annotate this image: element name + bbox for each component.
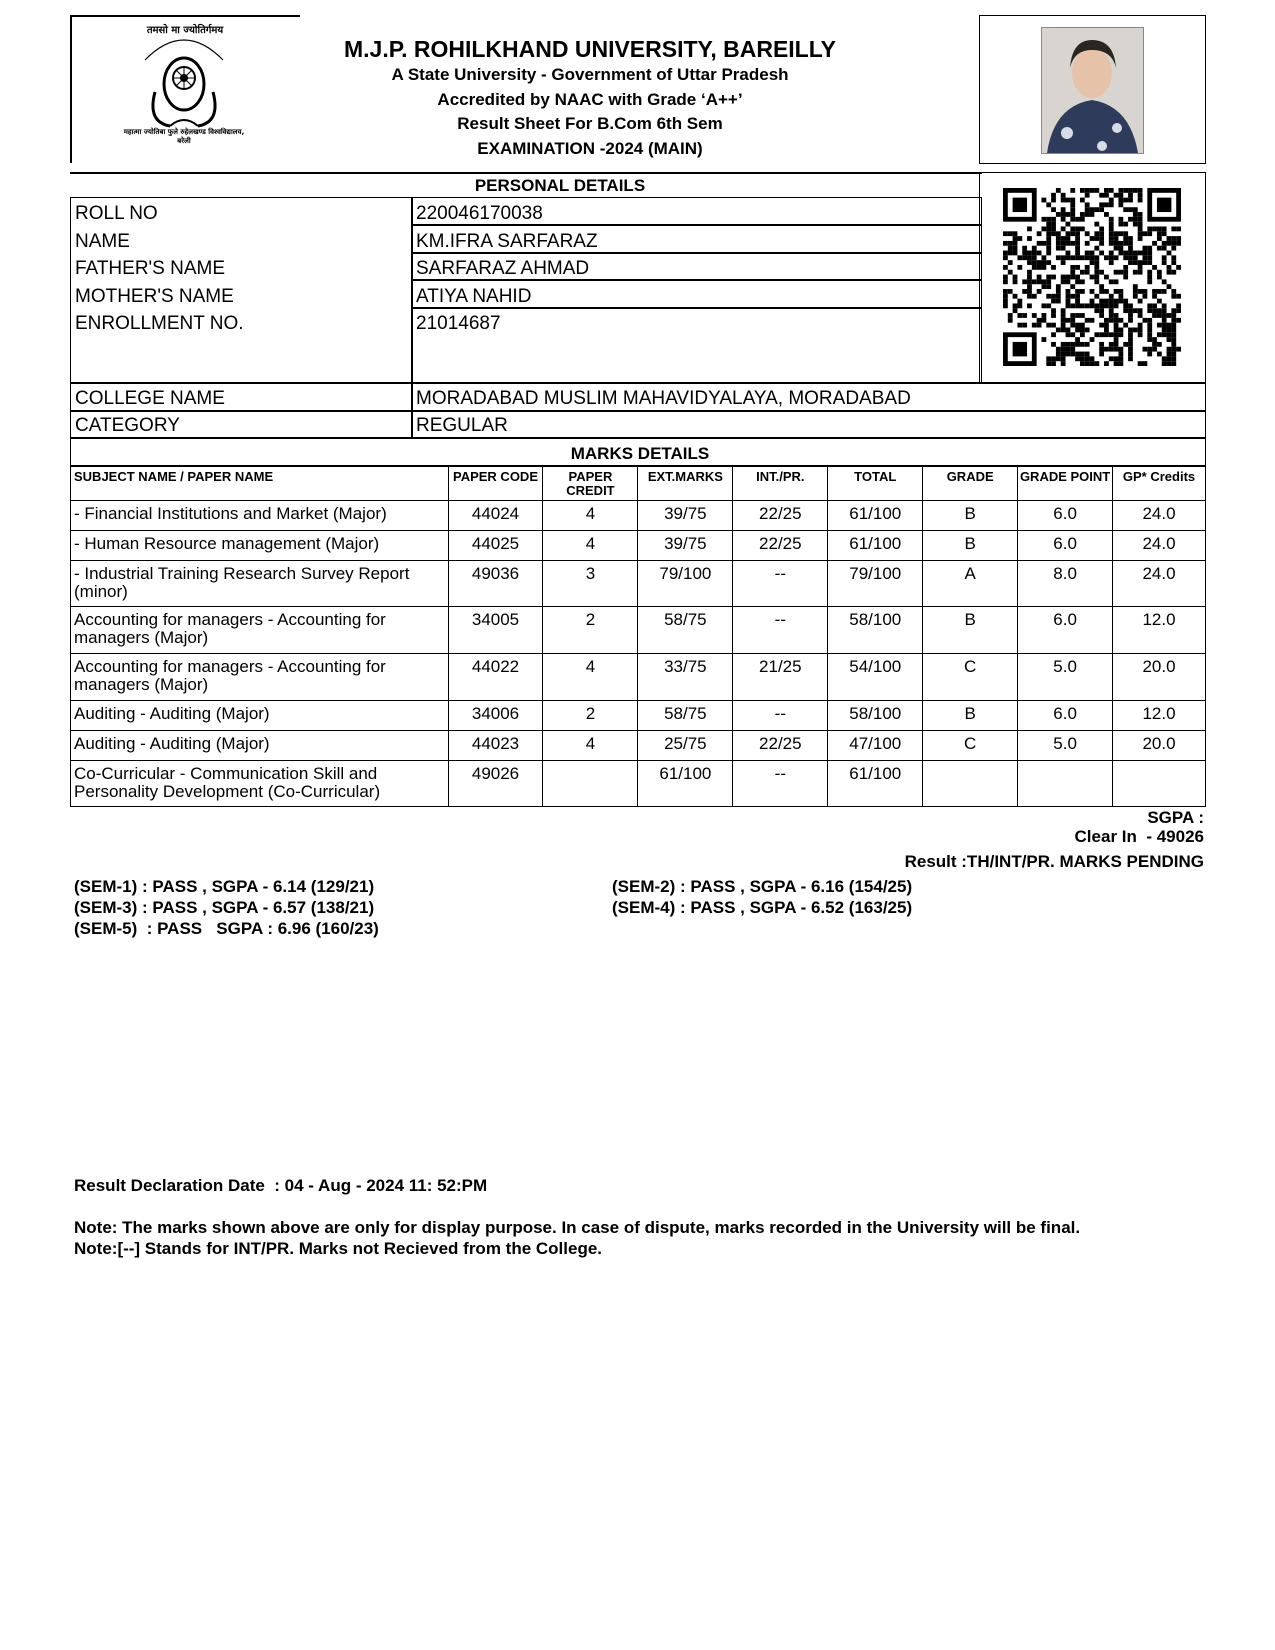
grade-cell: C xyxy=(923,654,1018,701)
logo-bottom-text: महात्मा ज्योतिबा फुले रुहेलखण्ड विश्वविद्यालय, बरेली xyxy=(123,128,245,145)
qr-box xyxy=(979,172,1206,384)
paper-code-cell: 44024 xyxy=(448,501,543,531)
total-cell: 58/100 xyxy=(828,607,923,654)
int-pr-cell: 22/25 xyxy=(733,501,828,531)
table-row xyxy=(71,607,1206,654)
table-row xyxy=(71,531,1206,561)
grade-cell: B xyxy=(923,531,1018,561)
personal-details-title: PERSONAL DETAILS xyxy=(474,176,646,195)
paper-credit-cell: 2 xyxy=(543,607,638,654)
gp-credits-cell: 24.0 xyxy=(1113,501,1206,531)
enrollment-label: ENROLLMENT NO. xyxy=(75,313,244,334)
subject-cell: Auditing - Auditing (Major) xyxy=(71,701,449,731)
paper-code-cell: 44023 xyxy=(448,731,543,761)
gp-credits-cell: 24.0 xyxy=(1113,531,1206,561)
grade-cell: C xyxy=(923,731,1018,761)
paper-code-cell: 34005 xyxy=(448,607,543,654)
col-paper-code: PAPER CODE xyxy=(448,466,543,501)
grade-point-cell: 5.0 xyxy=(1018,731,1113,761)
paper-credit-cell: 4 xyxy=(543,501,638,531)
paper-credit-cell xyxy=(543,761,638,807)
category-label: CATEGORY xyxy=(75,415,180,436)
header-line-1: A State University - Government of Uttar Pradesh xyxy=(391,65,789,84)
sem5-result: (SEM-5) : PASS SGPA : 6.96 (160/23) xyxy=(74,919,379,938)
total-cell: 54/100 xyxy=(828,654,923,701)
paper-code-cell: 44025 xyxy=(448,531,543,561)
ext-marks-cell: 39/75 xyxy=(638,501,733,531)
gp-credits-cell: 12.0 xyxy=(1113,701,1206,731)
father-name-value: SARFARAZ AHMAD xyxy=(416,258,590,279)
subject-cell: - Human Resource management (Major) xyxy=(71,531,449,561)
university-name: M.J.P. ROHILKHAND UNIVERSITY, BAREILLY xyxy=(343,36,837,62)
category-value: REGULAR xyxy=(416,415,508,436)
total-cell: 61/100 xyxy=(828,531,923,561)
col-ext-marks: EXT.MARKS xyxy=(638,466,733,501)
paper-credit-cell: 4 xyxy=(543,731,638,761)
personal-top-line xyxy=(70,172,982,174)
int-pr-cell: 22/25 xyxy=(733,731,828,761)
grade-point-cell: 6.0 xyxy=(1018,607,1113,654)
paper-code-cell: 44022 xyxy=(448,654,543,701)
grade-point-cell: 5.0 xyxy=(1018,654,1113,701)
qr-code xyxy=(1003,188,1181,366)
paper-credit-cell: 4 xyxy=(543,531,638,561)
ext-marks-cell: 39/75 xyxy=(638,531,733,561)
sem1-result: (SEM-1) : PASS , SGPA - 6.14 (129/21) xyxy=(74,877,375,896)
total-cell: 61/100 xyxy=(828,501,923,531)
table-row xyxy=(71,701,1206,731)
grade-point-cell: 6.0 xyxy=(1018,501,1113,531)
gp-credits-cell xyxy=(1113,761,1206,807)
gp-credits-cell: 12.0 xyxy=(1113,607,1206,654)
sem2-result: (SEM-2) : PASS , SGPA - 6.16 (154/25) xyxy=(612,877,913,896)
marks-details-title: MARKS DETAILS xyxy=(570,444,710,463)
col-grade: GRADE xyxy=(923,466,1018,501)
display-note: Note: The marks shown above are only for display purpose. In case of dispute, marks recorded in the University will be final. xyxy=(74,1218,1081,1237)
grade-cell xyxy=(923,761,1018,807)
total-cell: 58/100 xyxy=(828,701,923,731)
header-left-border xyxy=(70,15,72,163)
header-line-3: Result Sheet For B.Com 6th Sem xyxy=(457,114,723,133)
table-row xyxy=(71,501,1206,531)
subject-cell: Accounting for managers - Accounting for managers (Major) xyxy=(71,654,449,701)
college-name-value: MORADABAD MUSLIM MAHAVIDYALAYA, MORADABAD xyxy=(416,388,911,409)
paper-credit-cell: 3 xyxy=(543,561,638,607)
sem4-result: (SEM-4) : PASS , SGPA - 6.52 (163/25) xyxy=(612,898,913,917)
grade-cell: B xyxy=(923,501,1018,531)
ext-marks-cell: 25/75 xyxy=(638,731,733,761)
grade-point-cell: 6.0 xyxy=(1018,531,1113,561)
logo-top-text: तमसो मा ज्योतिर्गमय xyxy=(146,25,224,36)
ext-marks-cell: 79/100 xyxy=(638,561,733,607)
not-received-note: Note:[--] Stands for INT/PR. Marks not Recieved from the College. xyxy=(74,1239,603,1258)
result-status: Result :TH/INT/PR. MARKS PENDING xyxy=(904,852,1204,871)
header-top-line-left xyxy=(70,15,300,17)
table-row xyxy=(71,731,1206,761)
subject-cell: Accounting for managers - Accounting for managers (Major) xyxy=(71,607,449,654)
int-pr-cell: 22/25 xyxy=(733,531,828,561)
roll-no-label: ROLL NO xyxy=(75,203,158,224)
result-declaration-date: Result Declaration Date : 04 - Aug - 2024 11: 52:PM xyxy=(74,1176,488,1195)
student-photo xyxy=(1041,27,1144,154)
col-paper-credit: PAPER CREDIT xyxy=(543,466,638,501)
col-int-pr: INT./PR. xyxy=(733,466,828,501)
gp-credits-cell: 20.0 xyxy=(1113,731,1206,761)
gp-credits-cell: 24.0 xyxy=(1113,561,1206,607)
sgpa-label: SGPA : xyxy=(1147,808,1204,827)
col-total: TOTAL xyxy=(828,466,923,501)
roll-no-value: 220046170038 xyxy=(416,203,543,224)
college-name-label: COLLEGE NAME xyxy=(75,388,225,409)
marks-table xyxy=(70,465,1206,807)
mother-name-value: ATIYA NAHID xyxy=(416,286,532,307)
grade-point-cell xyxy=(1018,761,1113,807)
grade-cell: B xyxy=(923,701,1018,731)
ext-marks-cell: 33/75 xyxy=(638,654,733,701)
ext-marks-cell: 58/75 xyxy=(638,607,733,654)
subject-cell: Auditing - Auditing (Major) xyxy=(71,731,449,761)
paper-code-cell: 49036 xyxy=(448,561,543,607)
int-pr-cell: -- xyxy=(733,761,828,807)
ext-marks-cell: 58/75 xyxy=(638,701,733,731)
col-subject: SUBJECT NAME / PAPER NAME xyxy=(71,466,449,501)
table-row xyxy=(71,761,1206,807)
int-pr-cell: -- xyxy=(733,561,828,607)
total-cell: 61/100 xyxy=(828,761,923,807)
paper-credit-cell: 2 xyxy=(543,701,638,731)
paper-code-cell: 34006 xyxy=(448,701,543,731)
total-cell: 47/100 xyxy=(828,731,923,761)
header-line-4: EXAMINATION -2024 (MAIN) xyxy=(477,139,703,158)
marks-header-row xyxy=(71,466,1206,501)
int-pr-cell: -- xyxy=(733,701,828,731)
name-label: NAME xyxy=(75,231,130,252)
enrollment-value: 21014687 xyxy=(416,313,501,334)
col-gp-credits: GP* Credits xyxy=(1113,466,1206,501)
table-row xyxy=(71,561,1206,607)
table-row xyxy=(71,654,1206,701)
grade-cell: A xyxy=(923,561,1018,607)
clear-in-text: Clear In - 49026 xyxy=(1074,827,1204,846)
int-pr-cell: -- xyxy=(733,607,828,654)
father-name-label: FATHER'S NAME xyxy=(75,258,226,279)
int-pr-cell: 21/25 xyxy=(733,654,828,701)
subject-cell: - Industrial Training Research Survey Report (minor) xyxy=(71,561,449,607)
paper-credit-cell: 4 xyxy=(543,654,638,701)
subject-cell: - Financial Institutions and Market (Major) xyxy=(71,501,449,531)
header-line-2: Accredited by NAAC with Grade ‘A++’ xyxy=(437,90,743,109)
col-grade-point: GRADE POINT xyxy=(1018,466,1113,501)
gp-credits-cell: 20.0 xyxy=(1113,654,1206,701)
paper-code-cell: 49026 xyxy=(448,761,543,807)
grade-point-cell: 8.0 xyxy=(1018,561,1113,607)
subject-cell: Co-Curricular - Communication Skill and Personality Development (Co-Curricular) xyxy=(71,761,449,807)
mother-name-label: MOTHER'S NAME xyxy=(75,286,234,307)
ext-marks-cell: 61/100 xyxy=(638,761,733,807)
sem3-result: (SEM-3) : PASS , SGPA - 6.57 (138/21) xyxy=(74,898,375,917)
photo-box xyxy=(979,15,1206,164)
grade-cell: B xyxy=(923,607,1018,654)
grade-point-cell: 6.0 xyxy=(1018,701,1113,731)
total-cell: 79/100 xyxy=(828,561,923,607)
name-value: KM.IFRA SARFARAZ xyxy=(416,231,598,252)
